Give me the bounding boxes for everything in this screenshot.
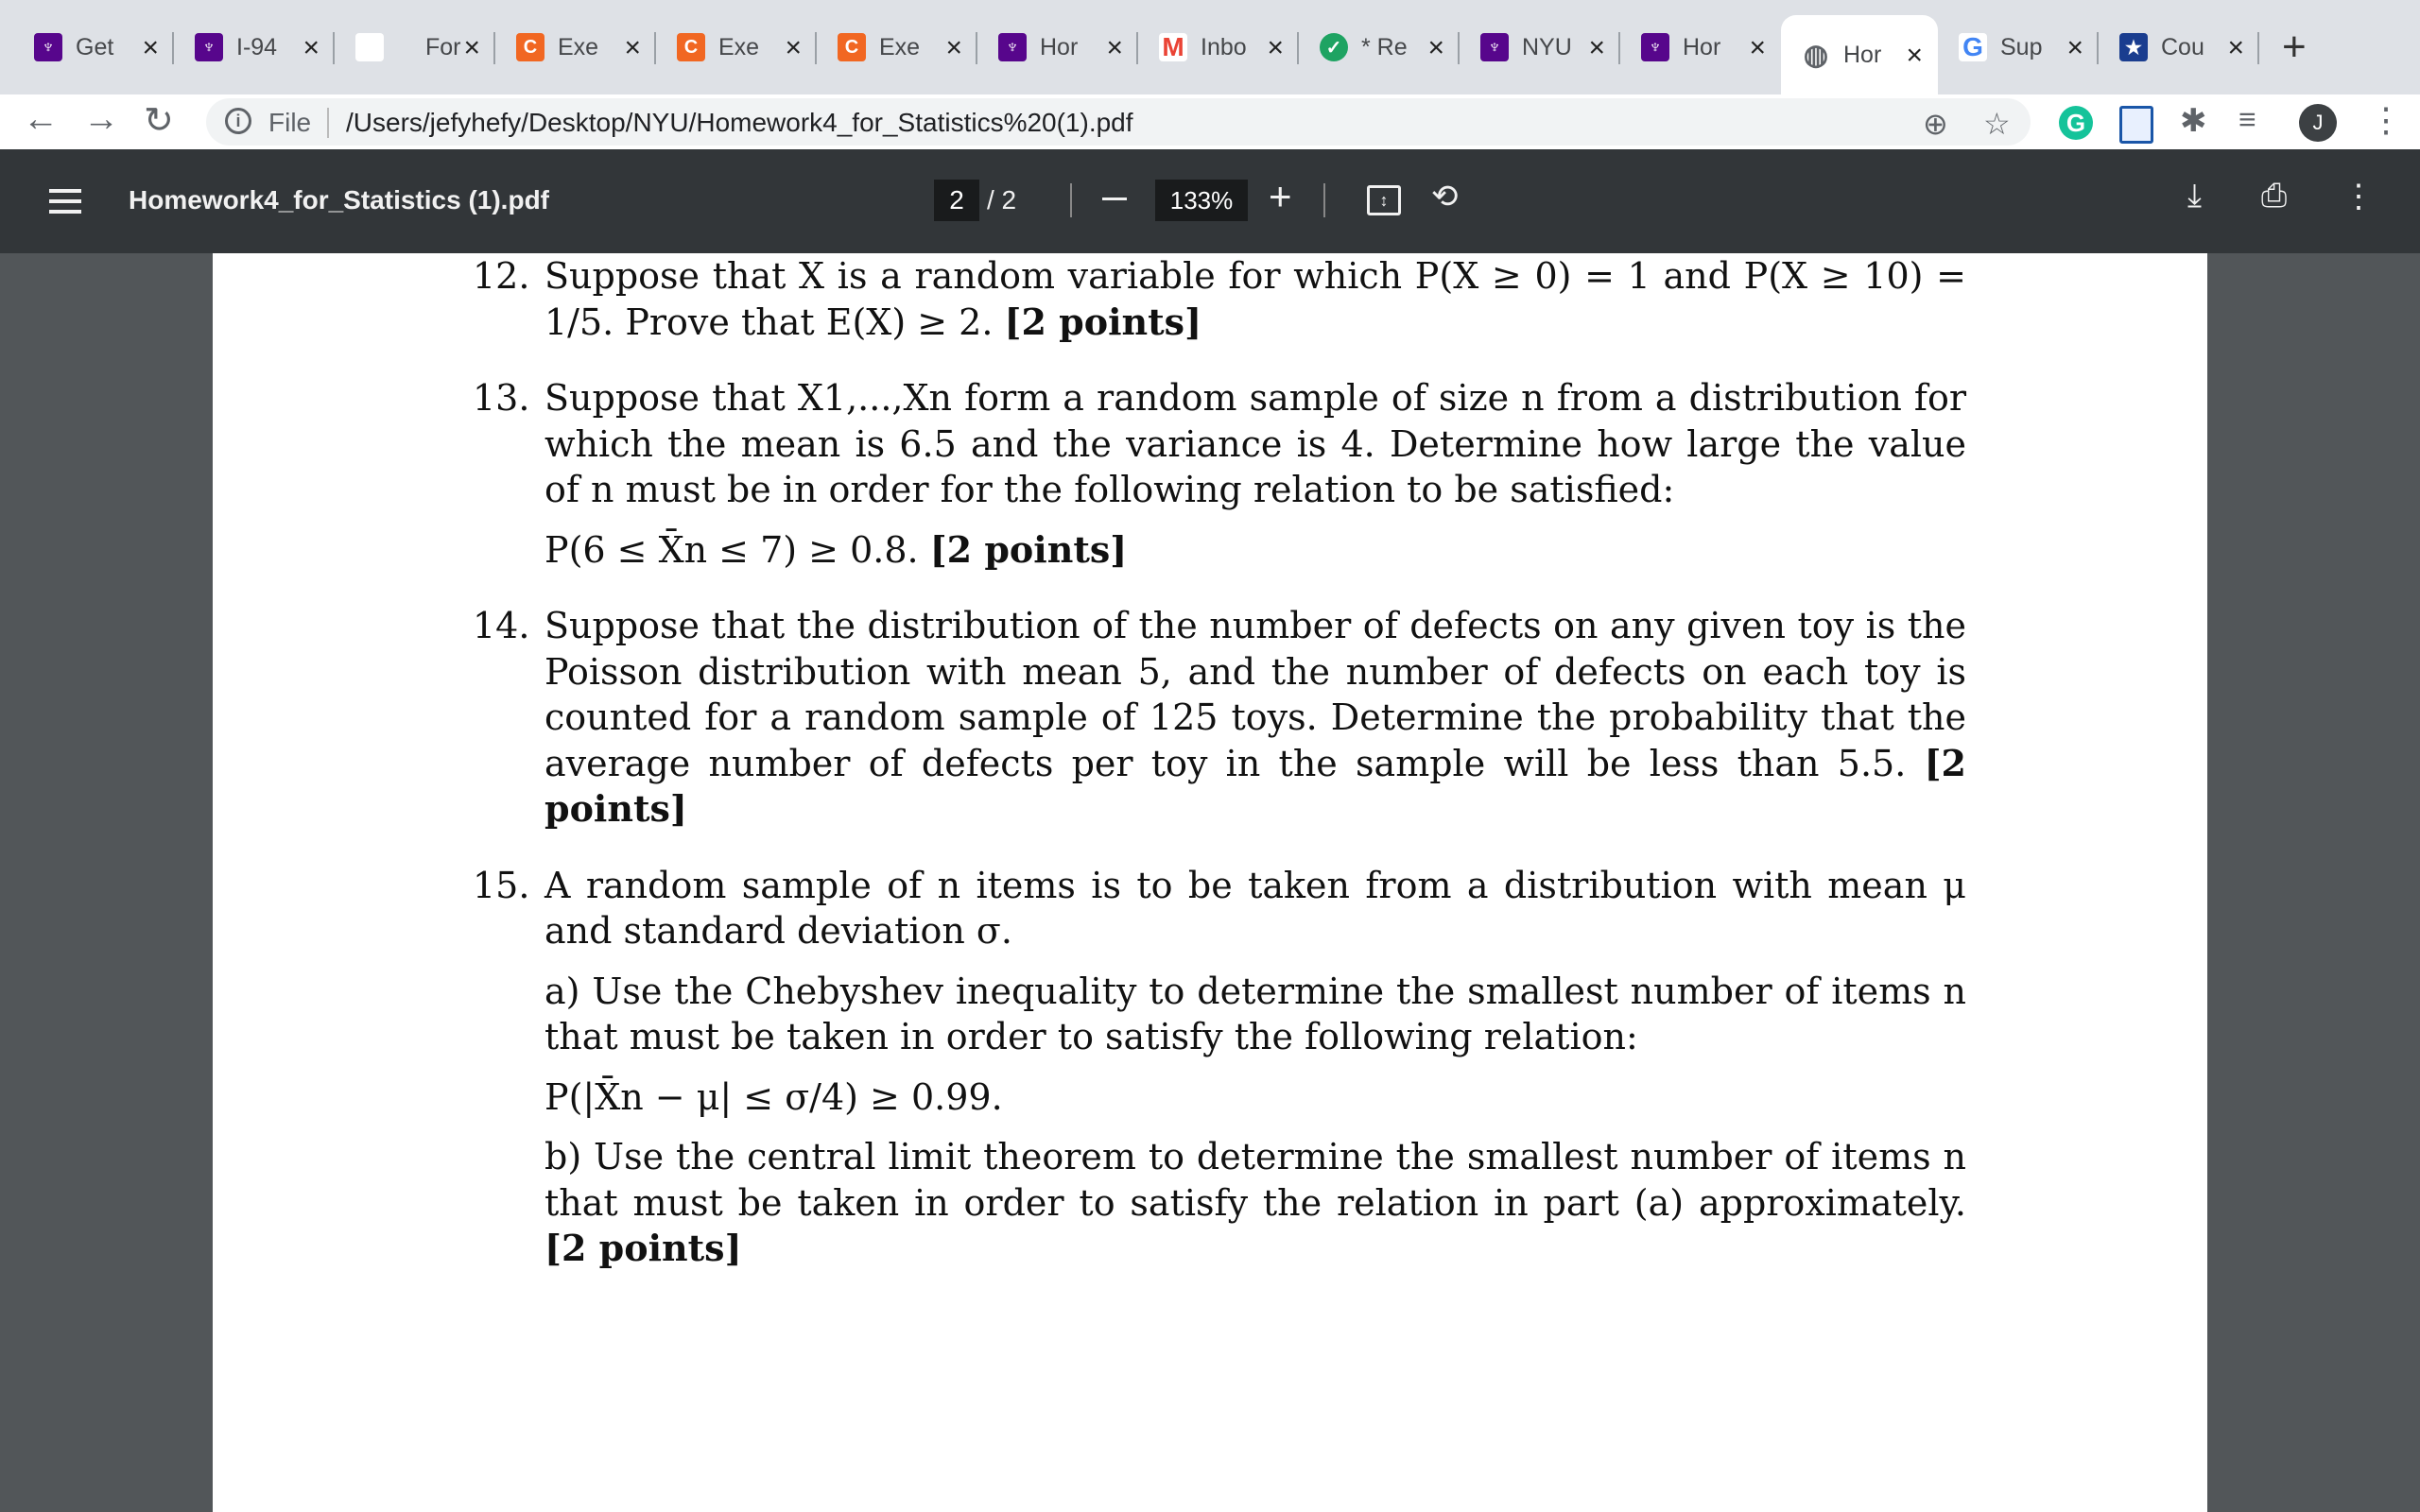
- nyu-torch-icon: ♆: [195, 33, 223, 61]
- divider: [1070, 183, 1072, 217]
- file-label: File: [268, 108, 312, 137]
- tab-title: Get: [76, 33, 114, 60]
- reload-icon[interactable]: ↻: [144, 101, 174, 141]
- question-number: 14.: [473, 605, 530, 646]
- question-number: 12.: [473, 255, 530, 297]
- question-number: 13.: [473, 377, 530, 419]
- new-tab-button[interactable]: +: [2282, 24, 2307, 70]
- more-vertical-icon[interactable]: ⋮: [2342, 179, 2375, 215]
- tab-title: Hor: [1683, 33, 1721, 60]
- tab-title: Hor: [1843, 41, 1882, 68]
- globe-icon: ◍: [1803, 39, 1829, 71]
- browser-tab[interactable]: [826, 23, 977, 72]
- close-icon[interactable]: ×: [2066, 32, 2083, 63]
- part-a-text: a) Use the Chebyshev inequality to determine the smallest number of items n that must be taken in order to satisfy the following relation:: [544, 970, 1966, 1057]
- browser-tab[interactable]: [23, 23, 174, 72]
- question-text: Suppose that X1,...,Xn form a random sample of size n from a distribution for which the mean is 6.5 and the variance is 4. Determine how large the value of n must be in order for the following relation to be satisfied:: [544, 377, 1966, 510]
- browser-tab[interactable]: [666, 23, 817, 72]
- bookmark-star-icon[interactable]: ☆: [1983, 107, 2011, 141]
- browser-tab[interactable]: [1469, 23, 1620, 72]
- print-icon[interactable]: ⎙: [2261, 178, 2288, 214]
- browser-tab[interactable]: [505, 23, 656, 72]
- browser-tab[interactable]: [1947, 23, 2099, 72]
- back-arrow-icon[interactable]: ←: [23, 99, 59, 139]
- c-logo-icon: C: [516, 33, 544, 61]
- question-text: A random sample of n items is to be taken from a distribution with mean μ and standard deviation σ.: [544, 864, 1966, 952]
- nyu-torch-icon: ♆: [1641, 33, 1669, 61]
- tab-title: I-94: [236, 33, 278, 60]
- part-b-text: b) Use the central limit theorem to determine the smallest number of items n that must be taken in order to satisfy the relation in part (a) approximately.: [544, 1136, 1966, 1224]
- question-number: 15.: [473, 864, 530, 906]
- points-label: [2 points]: [1004, 300, 1202, 343]
- zoom-out-icon[interactable]: [1102, 198, 1127, 200]
- hamburger-menu-icon[interactable]: [49, 189, 81, 220]
- tab-title: Exe: [558, 33, 599, 60]
- browser-tab[interactable]: [1630, 23, 1781, 72]
- page-total: / 2: [987, 185, 1017, 215]
- shield-check-icon: ✓: [1320, 33, 1348, 61]
- nyu-torch-icon: ♆: [34, 33, 62, 61]
- question-15: [473, 863, 1966, 1272]
- more-vertical-icon[interactable]: ⋮: [2369, 100, 2403, 139]
- download-icon[interactable]: ⤓: [2187, 178, 2203, 214]
- divider: [327, 108, 329, 138]
- tab-title: For: [425, 33, 461, 60]
- close-icon[interactable]: ×: [785, 32, 802, 63]
- star-badge-icon: ★: [2119, 33, 2148, 61]
- close-icon[interactable]: ×: [1267, 32, 1284, 63]
- page-number-input[interactable]: 2: [934, 180, 979, 221]
- close-icon[interactable]: ×: [2227, 32, 2244, 63]
- google-icon: G: [1959, 33, 1987, 61]
- close-icon[interactable]: ×: [1106, 32, 1123, 63]
- close-icon[interactable]: ×: [945, 32, 962, 63]
- zoom-in-icon[interactable]: +: [1269, 174, 1292, 218]
- fit-to-page-icon[interactable]: ↕: [1367, 185, 1401, 215]
- pdf-toolbar: [0, 149, 2420, 253]
- tab-title: Sup: [2000, 33, 2043, 60]
- nyu-torch-icon: ♆: [998, 33, 1027, 61]
- c-logo-icon: C: [677, 33, 705, 61]
- tab-title: NYU: [1522, 33, 1572, 60]
- address-bar[interactable]: [206, 98, 2031, 146]
- browser-toolbar: [0, 94, 2420, 150]
- tab-title: Hor: [1040, 33, 1079, 60]
- relation-formula: P(|X̄n − μ| ≤ σ/4) ≥ 0.99.: [544, 1075, 1003, 1118]
- media-queue-icon[interactable]: ≡: [2238, 102, 2256, 136]
- divider: [1323, 183, 1325, 217]
- browser-tab[interactable]: [1308, 23, 1460, 72]
- document-title: Homework4_for_Statistics (1).pdf: [129, 185, 549, 215]
- question-14: [473, 603, 1966, 833]
- profile-avatar[interactable]: J: [2299, 104, 2337, 142]
- tab-title: Exe: [718, 33, 760, 60]
- question-text: Suppose that the distribution of the number of defects on any given toy is the Poisson distribution with mean 5, and the number of defects on each toy is counted for a random sample of 125 toys. Determine the probability that the average number of defects per toy in the sample will be less than 5.5.: [544, 605, 1966, 784]
- close-icon[interactable]: ×: [463, 32, 480, 63]
- browser-tab[interactable]: [1148, 23, 1299, 72]
- browser-tab[interactable]: [987, 23, 1138, 72]
- browser-tab[interactable]: [344, 23, 495, 72]
- forward-arrow-icon[interactable]: →: [83, 99, 119, 139]
- browser-tab-active[interactable]: [1781, 15, 1938, 94]
- browser-tab[interactable]: [2108, 23, 2259, 72]
- close-icon[interactable]: ×: [142, 32, 159, 63]
- close-icon[interactable]: ×: [624, 32, 641, 63]
- close-icon[interactable]: ×: [1906, 40, 1923, 71]
- points-label: [2 points]: [544, 741, 1966, 830]
- tab-title: Inbo: [1201, 33, 1247, 60]
- zoom-magnifier-icon[interactable]: ⊕: [1923, 107, 1948, 141]
- puzzle-extensions-icon[interactable]: ✱: [2180, 103, 2207, 139]
- url-text[interactable]: /Users/jefyhefy/Desktop/NYU/Homework4_for_Statistics%20(1).pdf: [346, 108, 1133, 137]
- tab-title: * Re: [1361, 33, 1408, 60]
- blank-page-icon: [355, 33, 384, 61]
- grammarly-icon[interactable]: G: [2059, 106, 2093, 140]
- zoom-level-input[interactable]: 133%: [1155, 180, 1248, 221]
- browser-tab[interactable]: [183, 23, 335, 72]
- c-logo-icon: C: [838, 33, 866, 61]
- reader-extension-icon[interactable]: [2119, 106, 2153, 144]
- close-icon[interactable]: ×: [302, 32, 320, 63]
- tab-title: Cou: [2161, 33, 2204, 60]
- close-icon[interactable]: ×: [1749, 32, 1766, 63]
- relation-formula: P(6 ≤ X̄n ≤ 7) ≥ 0.8.: [544, 528, 919, 571]
- question-text: Suppose that X is a random variable for which P(X ≥ 0) = 1 and P(X ≥ 10) = 1/5. Prove that E(X) ≥ 2.: [544, 255, 1966, 343]
- tab-strip: [0, 0, 2420, 94]
- points-label: [2 points]: [544, 1227, 742, 1269]
- question-12: [473, 253, 1966, 345]
- close-icon[interactable]: ×: [1588, 32, 1605, 63]
- info-icon[interactable]: i: [225, 108, 251, 134]
- nyu-torch-icon: ♆: [1480, 33, 1509, 61]
- gmail-icon: M: [1159, 33, 1187, 61]
- page-content: [473, 253, 1966, 1302]
- close-icon[interactable]: ×: [1427, 32, 1444, 63]
- question-13: [473, 375, 1966, 573]
- points-label: [2 points]: [929, 527, 1128, 571]
- tab-title: Exe: [879, 33, 921, 60]
- rotate-icon[interactable]: ⟲: [1431, 179, 1459, 215]
